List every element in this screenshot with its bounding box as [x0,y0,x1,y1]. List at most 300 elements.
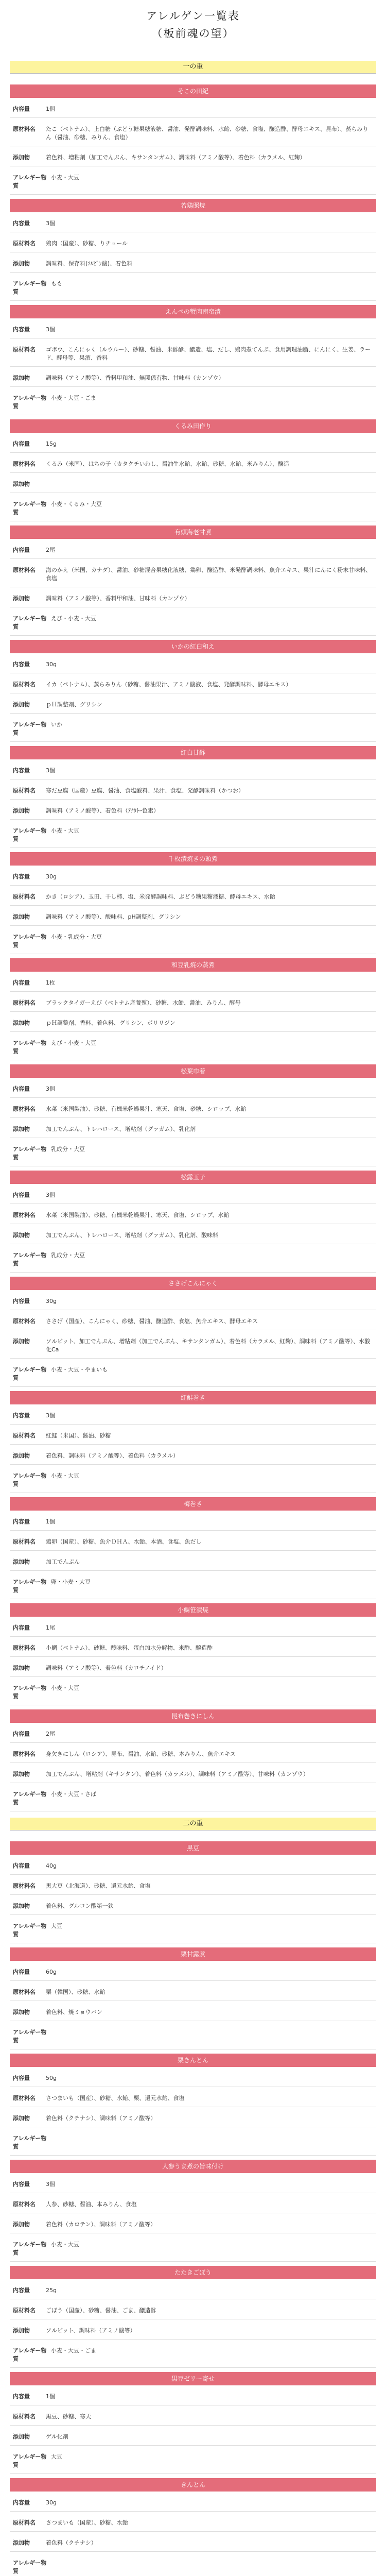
product-allergy-row [10,2233,376,2262]
product-name: 松葉巾着 [10,1064,376,1078]
allergy-value: 大豆 [51,2453,62,2460]
product-ingredients-row [10,2299,376,2319]
document-header [0,0,386,61]
product-additives-row [10,146,376,166]
ingredients-value: 栗（韓国）、砂糖、水飴 [46,1989,106,1995]
product-additives-row [10,1224,376,1244]
additives-value: ソルビット、調味料（アミノ酸等） [46,2327,136,2334]
product-ingredients-row [10,2512,376,2532]
allergy-label: アレルギー物質 [13,1040,47,1055]
allergy-value: 乳成分・大豆 [51,1146,85,1153]
product-card [10,1277,376,1387]
allergy-value: 小麦・大豆 [51,174,79,181]
ingredients-value: 水菜（米国製油）、砂糖、有機米乾燥果汁、寒天、食塩、シロップ、水飴 [46,1212,230,1218]
additives-label: 添加物 [13,1232,30,1239]
additives-value: 着色料（クチナシ）、調味料（アミノ酸等） [46,2115,156,2122]
product-allergy-row [10,2340,376,2368]
product-card [10,852,376,954]
ingredients-value: 鶏卵（国産）、砂糖、魚介ＤＨＡ、水飴、本酒、食塩、魚だし [46,1538,202,1545]
ingredients-value: ゴボウ、こんにゃく（ルウルー）、砂糖、醤油、米酢酵、醸造、塩、だし、鶏肉煮てんぷ、食用調理油脂、にんにく、生姜、ラード、酵母等、果酒、香料 [46,346,371,361]
amount-value: 2尾 [46,1731,55,1737]
additives-label: 添加物 [13,2539,30,2546]
additives-value: 着色料、グルコン酸第一鉄 [46,1903,114,1909]
amount-label: 内容量 [13,1298,30,1304]
additives-label: 添加物 [13,2433,30,2440]
allergy-label: アレルギー物質 [13,2135,47,2150]
ingredients-value: 黒豆、砂糖、寒天 [46,2413,91,2420]
product-additives-row [10,2001,376,2021]
ingredients-label: 原材料名 [13,1538,36,1545]
allergy-value: 乳成分・大豆 [51,1252,85,1259]
ingredients-label: 原材料名 [13,126,36,132]
product-ingredients-row [10,2405,376,2426]
ingredients-value: 人参、砂糖、醤油、本みりん、食塩 [46,2201,137,2208]
product-ingredients-row [10,673,376,693]
amount-label: 内容量 [13,1086,30,1092]
additives-label: 添加物 [13,595,30,602]
additives-value: 調味料（アミノ酸等）、酸味料、pH調整剤、グリシン [46,913,181,920]
additives-label: 添加物 [13,2115,30,2122]
product-card [10,1497,376,1599]
additives-label: 添加物 [13,2009,30,2015]
product-amount-row [10,1617,376,1637]
product-ingredients-row [10,1637,376,1657]
product-additives-row [10,1118,376,1138]
product-additives-row [10,2107,376,2127]
group-divider [10,1830,376,1837]
allergy-value: えび・小麦・大豆 [51,615,96,622]
amount-label: 内容量 [13,2499,30,2506]
additives-label: 添加物 [13,375,30,381]
amount-value: 15g [46,440,57,447]
allergy-value: 小麦・大豆・やまいも [51,1366,108,1373]
allergy-value: 小麦・大豆 [51,2241,79,2248]
product-amount-row [10,2385,376,2405]
additives-label: 添加物 [13,481,30,487]
ingredients-value: 身欠きにしん（ロシア）、昆布、醤油、水飴、砂糖、本みりん、魚介エキス [46,1751,236,1757]
amount-label: 内容量 [13,220,30,227]
allergy-label: アレルギー物質 [13,2347,47,2362]
product-card [10,958,376,1060]
amount-value: 3個 [46,1192,55,1198]
product-additives-row [10,2532,376,2552]
product-card [10,1171,376,1273]
amount-label: 内容量 [13,2393,30,2400]
product-card [10,199,376,301]
product-allergy-row [10,166,376,195]
amount-value: 60g [46,1969,57,1975]
allergy-label: アレルギー物質 [13,1252,47,1267]
additives-label: 添加物 [13,1126,30,1132]
allergen-group [10,61,376,1818]
allergy-value [51,2028,373,2045]
product-ingredients-row [10,992,376,1012]
additives-label: 添加物 [13,1665,30,1671]
allergy-label: アレルギー物質 [13,1472,47,1487]
allergy-value: 小麦・大豆 [51,1685,79,1691]
product-additives-row [10,587,376,607]
ingredients-value: 鶏肉（国産）、砂糖、りチュール [46,240,128,247]
product-amount-row [10,318,376,338]
product-card [10,2160,376,2262]
product-card [10,526,376,636]
allergy-label: アレルギー物質 [13,1366,47,1381]
allergy-label: アレルギー物質 [13,1579,47,1594]
ingredients-label: 原材料名 [13,1645,36,1651]
product-allergy-row [10,387,376,415]
product-amount-row [10,539,376,559]
allergy-label: アレルギー物質 [13,280,47,295]
product-name: 松露玉子 [10,1171,376,1184]
allergy-value: 小麦・大豆・さば [51,1791,96,1798]
allergy-value [51,2134,373,2151]
additives-label: 添加物 [13,1020,30,1026]
amount-value: 30g [46,661,57,668]
document-title: アレルゲン一覧表 [146,10,240,22]
product-amount-row [10,2173,376,2193]
product-amount-row [10,2492,376,2512]
product-card [10,1391,376,1493]
product-card [10,640,376,742]
product-name: 有頭海老甘煮 [10,526,376,539]
product-name: 千枚漬焼きの頭煮 [10,852,376,866]
product-name: ささげこんにゃく [10,1277,376,1290]
amount-label: 内容量 [13,2075,30,2081]
additives-value: 加工でんぷん、トレハロース、増粘剤（グァガム）、乳化剤 [46,1126,196,1132]
product-name: きんとん [10,2478,376,2492]
ingredients-label: 原材料名 [13,2307,36,2314]
product-allergy-row [10,1571,376,1599]
product-ingredients-row [10,2193,376,2213]
product-card [10,2054,376,2156]
product-name: 若鶏照焼 [10,199,376,212]
product-allergy-row [10,273,376,301]
amount-label: 内容量 [13,1862,30,1869]
allergy-value: 卵・小麦・大豆 [51,1579,91,1585]
product-amount-row [10,1078,376,1098]
product-amount-row [10,2279,376,2299]
ingredients-value: 海のかえ（米国、カナダ）、醤油、砂糖混合果糖化液糖、鶏卵、醸造酢、米発酵調味料、魚介エキス、果汁にんにく粉末甘味料、食塩 [46,567,372,582]
allergy-label: アレルギー物質 [13,1146,47,1161]
group-title: 一の重 [10,61,376,73]
amount-label: 内容量 [13,1969,30,1975]
product-allergy-row [10,2127,376,2156]
allergy-value: 小麦・くるみ・大豆 [51,501,102,507]
product-name: いかの紅白和え [10,640,376,653]
ingredients-label: 原材料名 [13,2519,36,2526]
product-additives-row [10,1895,376,1915]
additives-value: 調味料（アミノ酸等）、着色料（ｱﾅﾀﾄｰ色素） [46,807,159,814]
amount-value: 30g [46,1298,57,1304]
ingredients-value: さつまいも（国産）、砂糖、水飴、栗、還元水飴、食塩 [46,2095,185,2102]
product-ingredients-row [10,1098,376,1118]
additives-value: ソルビット、加工でんぷん、増粘剤（加工でんぷん、キサンタンガム）、着色料（カラメル、紅麹）、調味料（アミノ酸等）、水酸化Ca [46,1338,371,1353]
amount-value: 1尾 [46,1624,55,1631]
amount-label: 内容量 [13,2287,30,2294]
product-name: 梅巻き [10,1497,376,1511]
ingredients-value: 小鯛（ベトナム）、砂糖、酸味料、蛋白加水分解物、米酢、醸造酢 [46,1645,213,1651]
ingredients-label: 原材料名 [13,1212,36,1218]
product-amount-row [10,972,376,992]
additives-label: 添加物 [13,701,30,708]
amount-value: 3個 [46,2181,55,2188]
amount-label: 内容量 [13,2181,30,2188]
amount-value: 50g [46,2075,57,2081]
product-card [10,305,376,415]
product-name: 黒豆 [10,1841,376,1855]
allergy-label: アレルギー物質 [13,2560,47,2574]
additives-label: 添加物 [13,1338,30,1345]
additives-label: 添加物 [13,1558,30,1565]
product-additives-row [10,473,376,493]
allergy-value: もも [51,280,62,287]
ingredients-value: ごぼう（国産）、砂糖、醤油、ごま、醸造酢 [46,2307,156,2314]
allergy-value: 小麦・乳成分・大豆 [51,934,102,940]
product-card [10,419,376,521]
product-card [10,1947,376,2049]
amount-value: 30g [46,2499,57,2506]
product-name: 昆布巻きにしん [10,1709,376,1723]
allergy-label: アレルギー物質 [13,2029,47,2044]
product-card [10,1064,376,1166]
product-ingredients-row [10,2087,376,2107]
product-amount-row [10,98,376,118]
product-allergy-row [10,820,376,848]
ingredients-label: 原材料名 [13,567,36,573]
document-subtitle: （板前魂の望） [151,27,235,40]
amount-value: 1個 [46,106,55,112]
product-additives-row [10,1012,376,1032]
product-ingredients-row [10,1310,376,1330]
ingredients-label: 原材料名 [13,1989,36,1995]
product-additives-row [10,1330,376,1359]
additives-value: ゲル化剤 [46,2433,68,2440]
product-additives-row [10,906,376,926]
amount-label: 内容量 [13,440,30,447]
product-additives-row [10,2426,376,2446]
additives-label: 添加物 [13,1452,30,1459]
product-allergy-row [10,926,376,954]
product-name: そこの田紀 [10,84,376,98]
ingredients-label: 原材料名 [13,2095,36,2102]
ingredients-label: 原材料名 [13,1318,36,1325]
product-name: 黒豆ゼリー寄せ [10,2372,376,2385]
amount-label: 内容量 [13,767,30,774]
additives-value: 調味料（アミノ酸等）、香料甲和油、無関係有物、甘味料（カンゾウ） [46,375,224,381]
ingredients-label: 原材料名 [13,461,36,467]
allergy-value: 小麦・大豆 [51,827,79,834]
amount-value: 3個 [46,220,55,227]
allergy-label: アレルギー物質 [13,1685,47,1700]
product-ingredients-row [10,453,376,473]
product-card [10,746,376,848]
ingredients-label: 原材料名 [13,787,36,794]
ingredients-value: イカ（ベトナム）、蒸らみりん（砂糖、醤油果汁、アミノ酸液、食塩、発酵調味料、酵母エキス） [46,681,292,688]
ingredients-label: 原材料名 [13,893,36,900]
additives-value: ｐＨ調整剤、グリシン [46,701,102,708]
product-amount-row [10,1290,376,1310]
allergy-label: アレルギー物質 [13,174,47,189]
product-amount-row [10,866,376,886]
allergy-value: 小麦・大豆 [51,1472,79,1479]
ingredients-value: 水菜（米国製油）、砂糖、有機米乾燥果汁、寒天、食塩、砂糖、シロップ、水飴 [46,1106,247,1112]
product-ingredients-row [10,1425,376,1445]
allergy-label: アレルギー物質 [13,1791,47,1806]
product-allergy-row [10,607,376,636]
amount-label: 内容量 [13,1731,30,1737]
allergy-value: 小麦・大豆・ごま [51,2347,96,2354]
product-amount-row [10,653,376,673]
additives-value: 着色料、増粘剤（加工でんぷん、キサンタンガム）、調味料（アミノ酸等）、着色料（カラメル、紅麹） [46,154,306,161]
product-ingredients-row [10,1204,376,1224]
amount-label: 内容量 [13,873,30,880]
product-allergy-row [10,1359,376,1387]
product-allergy-row [10,1032,376,1060]
product-ingredients-row [10,1531,376,1551]
product-allergy-row [10,493,376,521]
additives-label: 添加物 [13,807,30,814]
additives-label: 添加物 [13,154,30,161]
ingredients-label: 原材料名 [13,346,36,353]
additives-value: 加工でんぷん、トレハロース、増粘剤（グァガム）、乳化剤、酸味料 [46,1232,219,1239]
product-amount-row [10,1404,376,1425]
additives-label: 添加物 [13,1903,30,1909]
ingredients-value: 黒大豆（北海道）、砂糖、還元水飴、食塩 [46,1883,151,1889]
allergen-group [10,1818,376,2576]
allergy-label: アレルギー物質 [13,1923,47,1938]
product-amount-row [10,1184,376,1204]
ingredients-label: 原材料名 [13,681,36,688]
allergy-value: 大豆 [51,1923,62,1929]
product-additives-row [10,1763,376,1783]
product-additives-row [10,252,376,273]
product-allergy-row [10,714,376,742]
product-allergy-row [10,1138,376,1166]
allergy-value: えび・小麦・大豆 [51,1040,96,1046]
product-amount-row [10,1855,376,1875]
product-name: くるみ田作り [10,419,376,433]
additives-label: 添加物 [13,2221,30,2228]
additives-label: 添加物 [13,913,30,920]
ingredients-value: かき（ロシア）、玉田、干し柿、塩、米発酵調味料、ぶどう糖果糖液糖、酵母エキス、水飴 [46,893,275,900]
ingredients-label: 原材料名 [13,1432,36,1439]
product-card [10,2372,376,2474]
amount-value: 1個 [46,2393,55,2400]
amount-value: 40g [46,1862,57,1869]
additives-value: 加工でんぷん、増粘剤（キサンタン）、着色料（カラメル）、調味料（アミノ酸等）、甘味料（カンゾウ） [46,1771,309,1777]
ingredients-label: 原材料名 [13,240,36,247]
product-card [10,2266,376,2368]
allergy-label: アレルギー物質 [13,934,47,948]
ingredients-value: ブラックタイガーえび（ベトナム産養殖）、砂糖、水飴、醤油、みりん、酵母 [46,999,241,1006]
product-ingredients-row [10,232,376,252]
amount-value: 1個 [46,1518,55,1525]
product-additives-row [10,1551,376,1571]
amount-label: 内容量 [13,661,30,668]
amount-label: 内容量 [13,1518,30,1525]
amount-label: 内容量 [13,1192,30,1198]
product-additives-row [10,1445,376,1465]
additives-value [46,480,373,488]
ingredients-label: 原材料名 [13,1106,36,1112]
amount-label: 内容量 [13,1624,30,1631]
product-allergy-row [10,2021,376,2049]
product-allergy-row [10,1783,376,1811]
product-name: 栗甘露煮 [10,1947,376,1961]
amount-label: 内容量 [13,547,30,553]
ingredients-value: 寒だ豆腐（国産）豆腐、醤油、食塩酸料、果汁、食塩、発酵調味料（かつお） [46,787,244,794]
product-name: 栗きんとん [10,2054,376,2067]
additives-value: 調味料（アミノ酸等）、着色料（カロチノイド） [46,1665,167,1671]
allergy-value: いか [51,721,62,728]
additives-label: 添加物 [13,2327,30,2334]
product-amount-row [10,2067,376,2087]
amount-label: 内容量 [13,979,30,986]
product-additives-row [10,800,376,820]
ingredients-value: さつまいも（国産）、砂糖、水飴 [46,2519,128,2526]
additives-value: 調味料、保存料(ｿﾙﾋﾞﾝ酸)、着色料 [46,260,133,267]
product-ingredients-row [10,1875,376,1895]
additives-value: 着色料、焼ミョウバン [46,2009,102,2015]
product-card [10,2478,376,2576]
product-allergy-row [10,2552,376,2576]
product-ingredients-row [10,886,376,906]
allergy-label: アレルギー物質 [13,721,47,736]
product-card [10,1603,376,1705]
ingredients-label: 原材料名 [13,1883,36,1889]
product-ingredients-row [10,1981,376,2001]
amount-value: 1枚 [46,979,55,986]
additives-value: 着色料（カロテン）、調味料（アミノ酸等） [46,2221,156,2228]
group-title: 二の重 [10,1818,376,1830]
ingredients-value: ささげ（国産）、こんにゃく、砂糖、醤油、醸造酢、食塩、魚介エキス、酵母エキス [46,1318,258,1325]
product-name: 和豆乳焼の蒸煮 [10,958,376,972]
additives-label: 添加物 [13,1771,30,1777]
product-ingredients-row [10,559,376,587]
product-allergy-row [10,1915,376,1943]
allergy-value: 小麦・大豆・ごま [51,395,96,401]
product-ingredients-row [10,118,376,146]
amount-label: 内容量 [13,326,30,333]
additives-label: 添加物 [13,260,30,267]
product-ingredients-row [10,779,376,800]
amount-label: 内容量 [13,106,30,112]
ingredients-label: 原材料名 [13,2201,36,2208]
product-allergy-row [10,2446,376,2474]
product-ingredients-row [10,1743,376,1763]
product-allergy-row [10,1244,376,1273]
allergen-list [10,61,376,2576]
product-amount-row [10,1961,376,1981]
product-name: えんぺの蟹肉南蛮漬 [10,305,376,318]
product-card [10,1709,376,1811]
additives-value: 着色料、調味料（アミノ酸等）、着色料（カラメル） [46,1452,179,1459]
product-name: 小鯛笹漬焼 [10,1603,376,1617]
amount-value: 3個 [46,326,55,333]
product-ingredients-row [10,338,376,367]
product-allergy-row [10,1677,376,1705]
product-amount-row [10,212,376,232]
additives-value: 着色料（クチナシ） [46,2539,97,2546]
amount-value: 3個 [46,1412,55,1419]
group-spacer [10,1811,376,1818]
allergy-label: アレルギー物質 [13,615,47,630]
ingredients-label: 原材料名 [13,1751,36,1757]
additives-value: 加工でんぷん [46,1558,80,1565]
product-card [10,1841,376,1943]
amount-value: 25g [46,2287,57,2294]
ingredients-value: くるみ（米国）、はちの子（カタクチいわし、醤油生水飴、水飴、砂糖、水飴、米みりん）、醸造 [46,461,289,467]
